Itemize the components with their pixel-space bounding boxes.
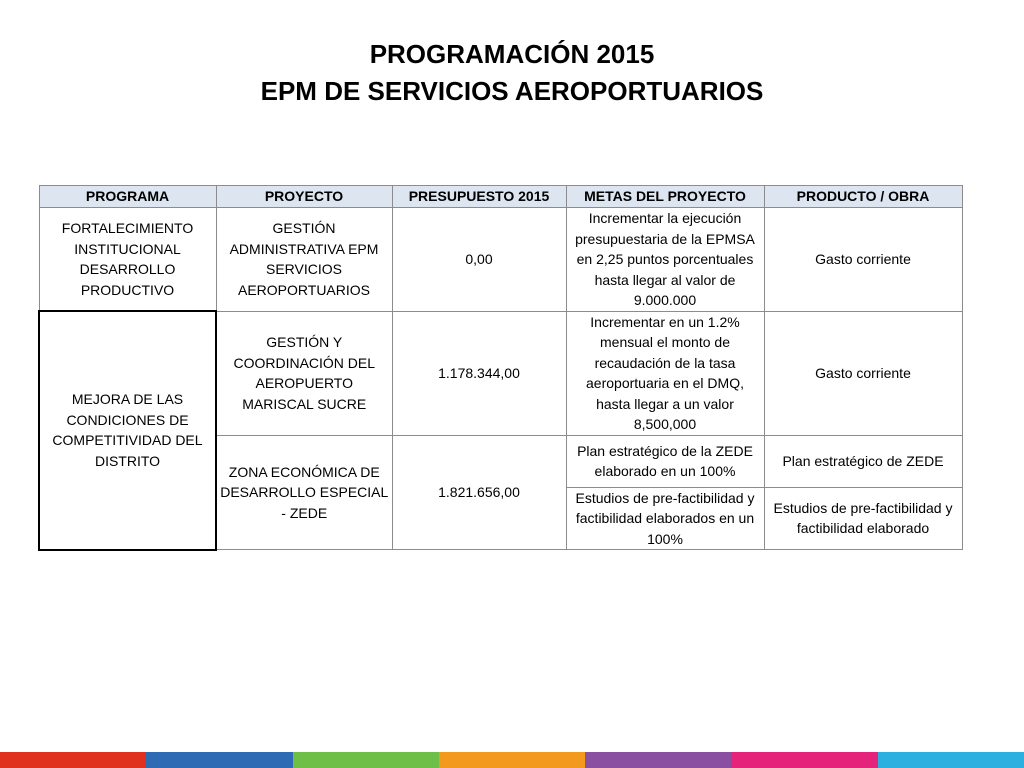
cell-programa: FORTALECIMIENTO INSTITUCIONAL DESARROLLO PRODUCTIVO — [39, 208, 216, 312]
cell-proyecto: ZONA ECONÓMICA DE DESARROLLO ESPECIAL - ZEDE — [216, 435, 392, 550]
footer-stripe — [0, 752, 146, 768]
cell-producto: Gasto corriente — [764, 208, 962, 312]
footer-stripe — [146, 752, 292, 768]
footer-stripe — [293, 752, 439, 768]
footer-color-bar — [0, 752, 1024, 768]
page-title — [0, 36, 1024, 110]
header-producto: PRODUCTO / OBRA — [764, 186, 962, 208]
footer-stripe — [439, 752, 585, 768]
cell-programa: MEJORA DE LAS CONDICIONES DE COMPETITIVIDAD DEL DISTRITO — [39, 311, 216, 550]
footer-stripe — [585, 752, 731, 768]
header-presupuesto: PRESUPUESTO 2015 — [392, 186, 566, 208]
footer-stripe — [731, 752, 877, 768]
title-line-1: PROGRAMACIÓN 2015 — [369, 39, 655, 69]
cell-proyecto: GESTIÓN Y COORDINACIÓN DEL AEROPUERTO MARISCAL SUCRE — [216, 311, 392, 435]
table-row — [39, 208, 962, 312]
cell-presupuesto: 1.178.344,00 — [392, 311, 566, 435]
cell-meta: Plan estratégico de la ZEDE elaborado en un 100% — [566, 435, 764, 487]
cell-producto: Gasto corriente — [764, 311, 962, 435]
title-line-2: EPM DE SERVICIOS AEROPORTUARIOS — [260, 76, 764, 106]
cell-presupuesto: 1.821.656,00 — [392, 435, 566, 550]
header-row — [39, 186, 962, 208]
cell-presupuesto: 0,00 — [392, 208, 566, 312]
cell-producto: Estudios de pre-factibilidad y factibilidad elaborado — [764, 487, 962, 550]
header-proyecto: PROYECTO — [216, 186, 392, 208]
table-row — [39, 311, 962, 435]
header-programa: PROGRAMA — [39, 186, 216, 208]
footer-stripe — [878, 752, 1024, 768]
programming-table — [38, 185, 963, 551]
header-metas: METAS DEL PROYECTO — [566, 186, 764, 208]
cell-meta: Incrementar en un 1.2% mensual el monto de recaudación de la tasa aeroportuaria en el DMQ, hasta llegar a un valor 8,500,000 — [566, 311, 764, 435]
cell-producto: Plan estratégico de ZEDE — [764, 435, 962, 487]
cell-proyecto: GESTIÓN ADMINISTRATIVA EPM SERVICIOS AEROPORTUARIOS — [216, 208, 392, 312]
cell-meta: Incrementar la ejecución presupuestaria de la EPMSA en 2,25 puntos porcentuales hasta llegar al valor de 9.000.000 — [566, 208, 764, 312]
cell-meta: Estudios de pre-factibilidad y factibilidad elaborados en un 100% — [566, 487, 764, 550]
